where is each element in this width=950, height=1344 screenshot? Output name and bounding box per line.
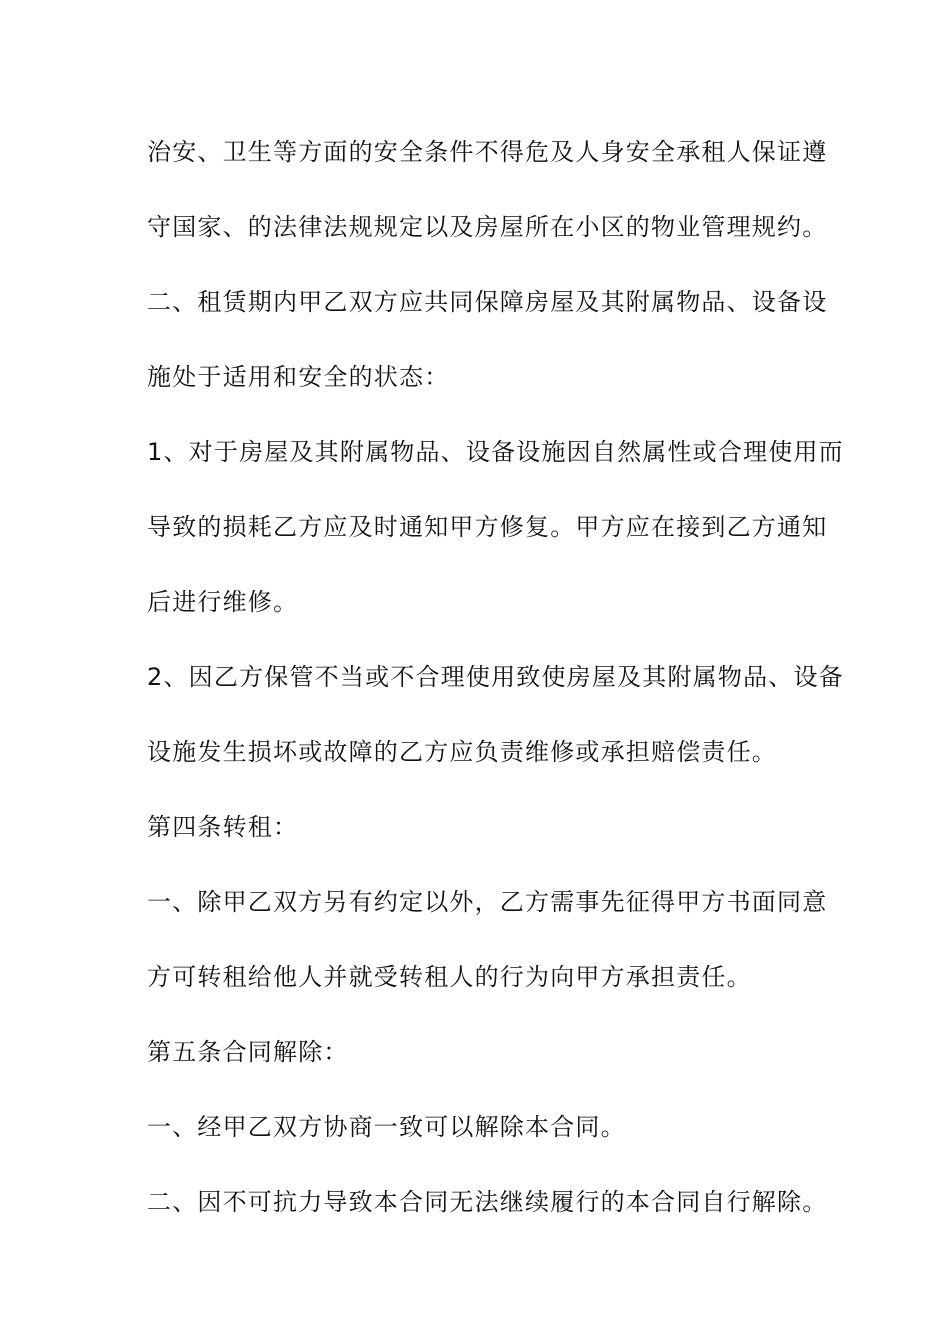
text-line-1: 治安、卫生等方面的安全条件不得危及人身安全承租人保证遵 bbox=[147, 138, 828, 166]
text-line-14: 一、经甲乙双方协商一致可以解除本合同。 bbox=[147, 1113, 626, 1141]
text-line-8: 2、因乙方保管不当或不合理使用致使房屋及其附属物品、设备 bbox=[147, 663, 844, 691]
text-line-3: 二、租赁期内甲乙双方应共同保障房屋及其附属物品、设备设 bbox=[147, 288, 828, 316]
text-line-9: 设施发生损坏或故障的乙方应负责维修或承担赔偿责任。 bbox=[147, 738, 777, 766]
text-line-4: 施处于适用和安全的状态： bbox=[147, 363, 450, 391]
text-line-5: 1、对于房屋及其附属物品、设备设施因自然属性或合理使用而 bbox=[147, 438, 844, 466]
text-line-2: 守国家、的法律法规规定以及房屋所在小区的物业管理规约。 bbox=[147, 213, 828, 241]
text-line-11: 一、除甲乙双方另有约定以外，乙方需事先征得甲方书面同意 bbox=[147, 888, 828, 916]
text-line-15: 二、因不可抗力导致本合同无法继续履行的本合同自行解除。 bbox=[147, 1188, 828, 1216]
text-line-12: 方可转租给他人并就受转租人的行为向甲方承担责任。 bbox=[147, 963, 752, 991]
text-line-7: 后进行维修。 bbox=[147, 588, 299, 616]
section-heading-5: 第五条合同解除： bbox=[147, 1038, 349, 1066]
section-heading-4: 第四条转租： bbox=[147, 813, 299, 841]
text-line-6: 导致的损耗乙方应及时通知甲方修复。甲方应在接到乙方通知 bbox=[147, 513, 828, 541]
